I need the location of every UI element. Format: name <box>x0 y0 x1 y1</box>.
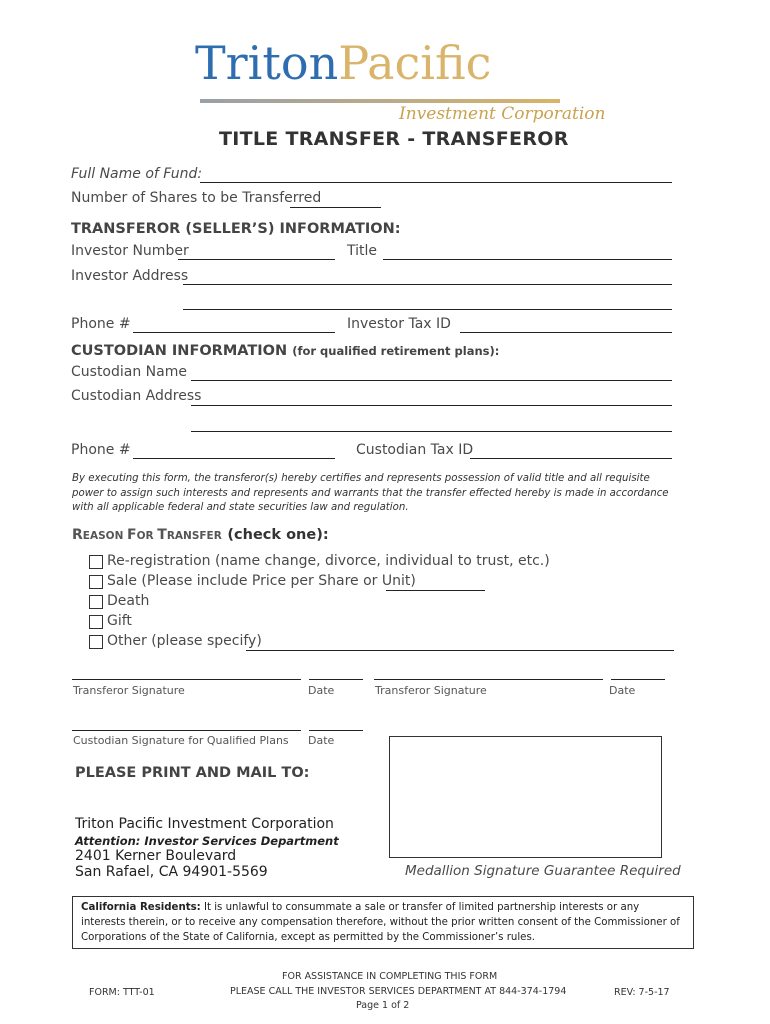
mail-attention: Attention: Investor Services Department <box>75 834 339 848</box>
medallion-signature-box[interactable] <box>389 736 662 858</box>
investor-address-label: Investor Address <box>71 268 189 284</box>
logo-word-triton: Triton <box>195 36 339 90</box>
investor-address-field-1[interactable] <box>183 284 672 285</box>
california-notice <box>72 896 694 949</box>
reason-heading-or: OR <box>136 530 158 542</box>
custodian-heading-row <box>71 340 499 359</box>
sale-price-field[interactable] <box>386 590 485 591</box>
shares-transferred-label: Number of Shares to be Transferred <box>71 190 322 206</box>
investor-phone-label: Phone # <box>71 316 131 332</box>
transferor-signature-1-label: Transferor Signature <box>73 684 185 697</box>
death-option-label: Death <box>107 593 150 609</box>
custodian-tax-id-field[interactable] <box>470 458 672 459</box>
custodian-signature-label: Custodian Signature for Qualified Plans <box>73 734 289 747</box>
mail-to-heading: PLEASE PRINT AND MAIL TO: <box>75 765 310 781</box>
reason-heading-note: (check one): <box>227 527 329 543</box>
transferor-signature-2-field[interactable] <box>374 679 603 680</box>
investor-address-field-2[interactable] <box>183 309 672 310</box>
custodian-name-label: Custodian Name <box>71 364 187 380</box>
california-notice-text: It is unlawful to consummate a sale or transfer of limited partnership interests or any interests therein, or to receive any compensation therefore, without the prior written consent of the Commissioner of Corporations of the State of California, except as permitted by the Commissioner’s rules. <box>81 902 680 943</box>
logo-word-pacific: Pacific <box>338 36 492 90</box>
investor-number-label: Investor Number <box>71 243 189 259</box>
shares-transferred-field[interactable] <box>290 207 381 208</box>
reason-heading-eason: EASON <box>82 530 128 542</box>
custodian-heading-note: (for qualified retirement plans): <box>292 344 500 358</box>
custodian-tax-id-label: Custodian Tax ID <box>356 442 474 458</box>
reason-heading-ransfer: RANSFER <box>166 530 222 542</box>
reason-heading-f: F <box>127 527 137 543</box>
mail-street: 2401 Kerner Boulevard <box>75 848 237 864</box>
custodian-address-field-1[interactable] <box>191 405 672 406</box>
reason-heading-row <box>72 524 329 543</box>
page-title: TITLE TRANSFER - TRANSFEROR <box>219 128 569 150</box>
custodian-phone-field[interactable] <box>133 458 335 459</box>
date-1-label: Date <box>308 684 335 697</box>
custodian-date-field[interactable] <box>309 730 363 731</box>
reason-heading-t: T <box>157 527 167 543</box>
investor-tax-id-field[interactable] <box>460 332 672 333</box>
custodian-date-label: Date <box>308 734 335 747</box>
custodian-signature-field[interactable] <box>72 730 301 731</box>
investor-phone-field[interactable] <box>133 332 335 333</box>
other-specify-field[interactable] <box>246 650 674 651</box>
reason-heading-r: R <box>72 527 83 543</box>
medallion-label: Medallion Signature Guarantee Required <box>405 863 681 879</box>
date-2-field[interactable] <box>611 679 665 680</box>
investor-number-field[interactable] <box>178 259 335 260</box>
death-checkbox[interactable] <box>89 595 103 609</box>
title-label: Title <box>347 243 378 259</box>
mail-city: San Rafael, CA 94901-5569 <box>75 864 268 880</box>
date-1-field[interactable] <box>309 679 363 680</box>
full-name-fund-field[interactable] <box>200 182 672 183</box>
footer-page-number: Page 1 of 2 <box>356 1000 410 1011</box>
footer-assist-line-2: PLEASE CALL THE INVESTOR SERVICES DEPARTMENT AT 844-374-1794 <box>230 986 567 997</box>
investor-tax-id-label: Investor Tax ID <box>347 316 451 332</box>
transferor-signature-1-field[interactable] <box>72 679 301 680</box>
date-2-label: Date <box>609 684 636 697</box>
footer-form-id: FORM: TTT-01 <box>89 987 155 998</box>
title-field[interactable] <box>383 259 672 260</box>
reregistration-checkbox[interactable] <box>89 555 103 569</box>
custodian-heading: CUSTODIAN INFORMATION <box>71 343 288 359</box>
reregistration-option-label: Re-registration (name change, divorce, individual to trust, etc.) <box>107 553 550 569</box>
footer-revision: REV: 7-5-17 <box>614 987 670 998</box>
custodian-phone-label: Phone # <box>71 442 131 458</box>
transferor-signature-2-label: Transferor Signature <box>375 684 487 697</box>
gift-checkbox[interactable] <box>89 615 103 629</box>
full-name-fund-label: Full Name of Fund: <box>71 166 203 182</box>
california-notice-bold: California Residents: <box>81 902 201 913</box>
transferor-heading: TRANSFEROR (SELLER’S) INFORMATION: <box>71 221 401 237</box>
other-checkbox[interactable] <box>89 635 103 649</box>
sale-checkbox[interactable] <box>89 575 103 589</box>
logo-underline <box>200 99 560 103</box>
footer-assist-line-1: FOR ASSISTANCE IN COMPLETING THIS FORM <box>282 971 498 982</box>
gift-option-label: Gift <box>107 613 132 629</box>
mail-company: Triton Pacific Investment Corporation <box>75 816 334 832</box>
custodian-address-field-2[interactable] <box>191 431 672 432</box>
other-option-label: Other (please specify) <box>107 633 262 649</box>
certification-text: By executing this form, the transferor(s) hereby certifies and represents possession of valid title and all requisite power to assign such interests and represents and warrants that the transfer effected hereby is made in accordance with all applicable federal and state securities law and regulation. <box>72 473 669 513</box>
custodian-address-label: Custodian Address <box>71 388 202 404</box>
company-logo <box>195 36 491 90</box>
logo-subtitle: Investment Corporation <box>399 104 606 124</box>
custodian-name-field[interactable] <box>191 380 672 381</box>
sale-option-label: Sale (Please include Price per Share or Unit) <box>107 573 416 589</box>
